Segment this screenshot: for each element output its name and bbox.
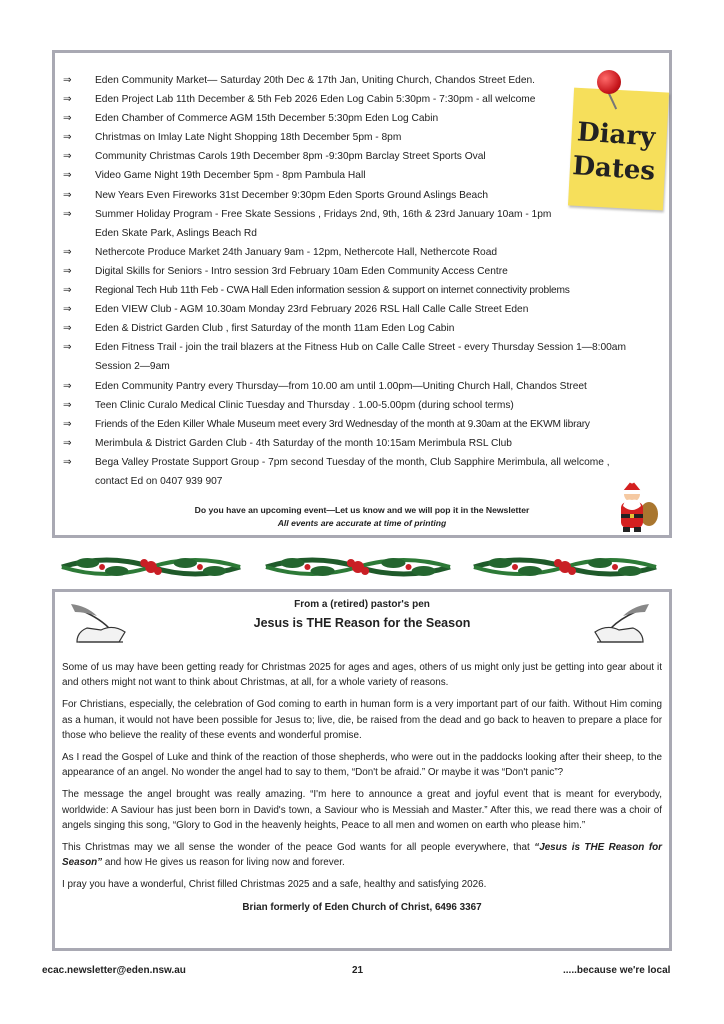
- list-item: [61, 205, 651, 243]
- list-item: [61, 396, 651, 415]
- footer-email: ecac.newsletter@eden.nsw.au: [42, 965, 186, 976]
- list-item: [61, 71, 651, 90]
- arrow-icon: ⇒: [63, 113, 72, 125]
- arrow-icon: ⇒: [63, 189, 72, 201]
- arrow-icon: ⇒: [63, 304, 72, 316]
- event-text: Merimbula & District Garden Club - 4th Saturday of the month 10:15am Merimbula RSL Club: [95, 437, 512, 449]
- arrow-icon: ⇒: [63, 342, 72, 354]
- diary-dates-note: [565, 78, 668, 211]
- list-item: [61, 262, 651, 281]
- event-text: Eden & District Garden Club , first Saturday of the month 11am Eden Log Cabin: [95, 323, 455, 335]
- arrow-icon: ⇒: [63, 380, 72, 392]
- push-pin-icon: [597, 70, 621, 94]
- list-item: [61, 415, 651, 434]
- event-text: Eden Project Lab 11th December & 5th Feb 2026 Eden Log Cabin 5:30pm - 7:30pm - all welcome: [95, 94, 536, 106]
- emphasis-quote: “Jesus is THE Reason for Season”: [62, 842, 662, 869]
- arrow-icon: ⇒: [63, 170, 72, 182]
- arrow-icon: ⇒: [63, 94, 72, 106]
- article-title: Jesus is THE Reason for the Season: [253, 616, 471, 630]
- paragraph-text: This Christmas may we all sense the wonder of the peace God wants for all people everywhere, that: [62, 842, 535, 854]
- holly-garland-icon: [58, 549, 244, 585]
- event-text: Digital Skills for Seniors - Intro session 3rd February 10am Eden Community Access Centre: [95, 265, 508, 277]
- event-text: New Years Even Fireworks 31st December 9:30pm Eden Sports Ground Aslings Beach: [95, 189, 488, 201]
- holly-garland-icon: [470, 549, 660, 585]
- event-text: Community Christmas Carols 19th December 8pm -9:30pm Barclay Street Sports Oval: [95, 151, 486, 163]
- arrow-icon: ⇒: [63, 151, 72, 163]
- diary-dates-panel: [52, 50, 672, 538]
- arrow-icon: ⇒: [63, 265, 72, 277]
- list-item: [61, 434, 651, 453]
- arrow-icon: ⇒: [63, 75, 72, 86]
- event-text: Eden Chamber of Commerce AGM 15th December 5:30pm Eden Log Cabin: [95, 113, 439, 125]
- paragraph: As I read the Gospel of Luke and think of the reaction of those shepherds, who were out in the paddocks looking after their sheep, to the appearance of an angel. No wonder the angel had to say to them, “Don't be afraid.” Or maybe it was “Don't panic”?: [62, 752, 662, 779]
- arrow-icon: ⇒: [63, 323, 72, 335]
- footer-tagline: .....because we're local: [563, 965, 671, 976]
- event-text: Eden Community Market— Saturday 20th Dec & 17th Jan, Uniting Church, Chandos Street Eden.: [95, 75, 535, 86]
- arrow-icon: ⇒: [63, 418, 72, 430]
- article-body: [62, 660, 662, 922]
- list-item: [61, 109, 651, 128]
- arrow-icon: ⇒: [63, 437, 72, 449]
- arrow-icon: ⇒: [63, 132, 72, 144]
- list-item: [61, 453, 651, 491]
- arrow-icon: ⇒: [63, 456, 72, 468]
- event-submission-note: Do you have an upcoming event—Let us know and we will pop it in the Newsletter: [194, 505, 530, 515]
- signature: Brian formerly of Eden Church of Christ, 6496 3367: [242, 901, 482, 913]
- list-item: [61, 281, 651, 300]
- event-text: Teen Clinic Curalo Medical Clinic Tuesday and Thursday . 1.00-5.00pm (during school terms): [95, 399, 514, 411]
- santa-icon: [605, 480, 661, 534]
- event-text: Video Game Night 19th December 5pm - 8pm Pambula Hall: [95, 170, 366, 182]
- holly-garland-icon: [262, 549, 454, 585]
- event-text: Bega Valley Prostate Support Group - 7pm second Tuesday of the month, Club Sapphire Merimbula, all welcome , contact Ed on 0407 939 907: [95, 456, 610, 487]
- list-item: [61, 90, 651, 109]
- event-text: Summer Holiday Program - Free Skate Sessions , Fridays 2nd, 9th, 16th & 23rd January 10am - 1pm Eden Skate Park, Aslings Beach Rd: [95, 208, 552, 239]
- event-text: Eden Community Pantry every Thursday—from 10.00 am until 1.00pm—Uniting Church Hall, Chandos Street: [95, 380, 587, 392]
- arrow-icon: ⇒: [63, 246, 72, 258]
- paragraph: I pray you have a wonderful, Christ filled Christmas 2025 and a safe, healthy and satisfying 2026.: [62, 879, 487, 891]
- list-item: [61, 147, 651, 166]
- diary-dates-title: Diary Dates: [571, 117, 657, 187]
- arrow-icon: ⇒: [63, 208, 72, 220]
- list-item: [61, 377, 651, 396]
- event-text: Eden VIEW Club - AGM 10.30am Monday 23rd February 2026 RSL Hall Calle Calle Street Eden: [95, 304, 529, 316]
- list-item: [61, 166, 651, 185]
- list-item: [61, 186, 651, 205]
- accuracy-note: All events are accurate at time of printing: [277, 518, 447, 528]
- pastors-pen-panel: [52, 589, 672, 951]
- list-item: [61, 128, 651, 147]
- event-text: Christmas on Imlay Late Night Shopping 18th December 5pm - 8pm: [95, 132, 402, 144]
- list-item: [61, 300, 651, 319]
- paragraph: Some of us may have been getting ready for Christmas 2025 for ages and ages, others of us might only just be getting into gear about it and others might not want to think about Christmas, at all, for a whole variety of reasons.: [62, 662, 662, 689]
- paragraph: The message the angel brought was really amazing. “I'm here to announce a great and joyful event that is meant for everybody, worldwide: A Saviour has just been born in David's town, a Saviour who is Messiah and Master.” After this, we read there was a choir of angels singing this song, “Glory to God in the heavenly heights, Peace to all men and women on earth who please him.”: [62, 789, 662, 831]
- page-number: 21: [352, 965, 364, 976]
- event-text: Nethercote Produce Market 24th January 9am - 12pm, Nethercote Hall, Nethercote Road: [95, 246, 498, 258]
- event-text: Regional Tech Hub 11th Feb - CWA Hall Eden information session & support on internet connectivity problems: [95, 285, 570, 297]
- paragraph-text: and how He gives us reason for living now and forever.: [102, 857, 345, 869]
- list-item: [61, 243, 651, 262]
- paragraph: For Christians, especially, the celebration of God coming to earth in human form is a very important part of our faith. Without Him coming as a human, it would not have been possible for Jesus to; live, die, be raised from the dead and go back to heaven to prepare a place for those who believe the reality of these events and wonderful promise.: [62, 699, 662, 741]
- event-text: Friends of the Eden Killer Whale Museum meet every 3rd Wednesday of the month at 9.30am at the EKWM library: [95, 418, 590, 430]
- list-item: [61, 338, 651, 376]
- arrow-icon: ⇒: [63, 285, 72, 297]
- paragraph: [62, 840, 662, 870]
- event-list: [61, 71, 651, 491]
- arrow-icon: ⇒: [63, 399, 72, 411]
- event-text: Eden Fitness Trail - join the trail blazers at the Fitness Hub on Calle Calle Street - every Thursday Session 1—8:00am Session 2—9am: [95, 342, 626, 373]
- list-item: [61, 319, 651, 338]
- article-subtitle: From a (retired) pastor's pen: [294, 599, 430, 610]
